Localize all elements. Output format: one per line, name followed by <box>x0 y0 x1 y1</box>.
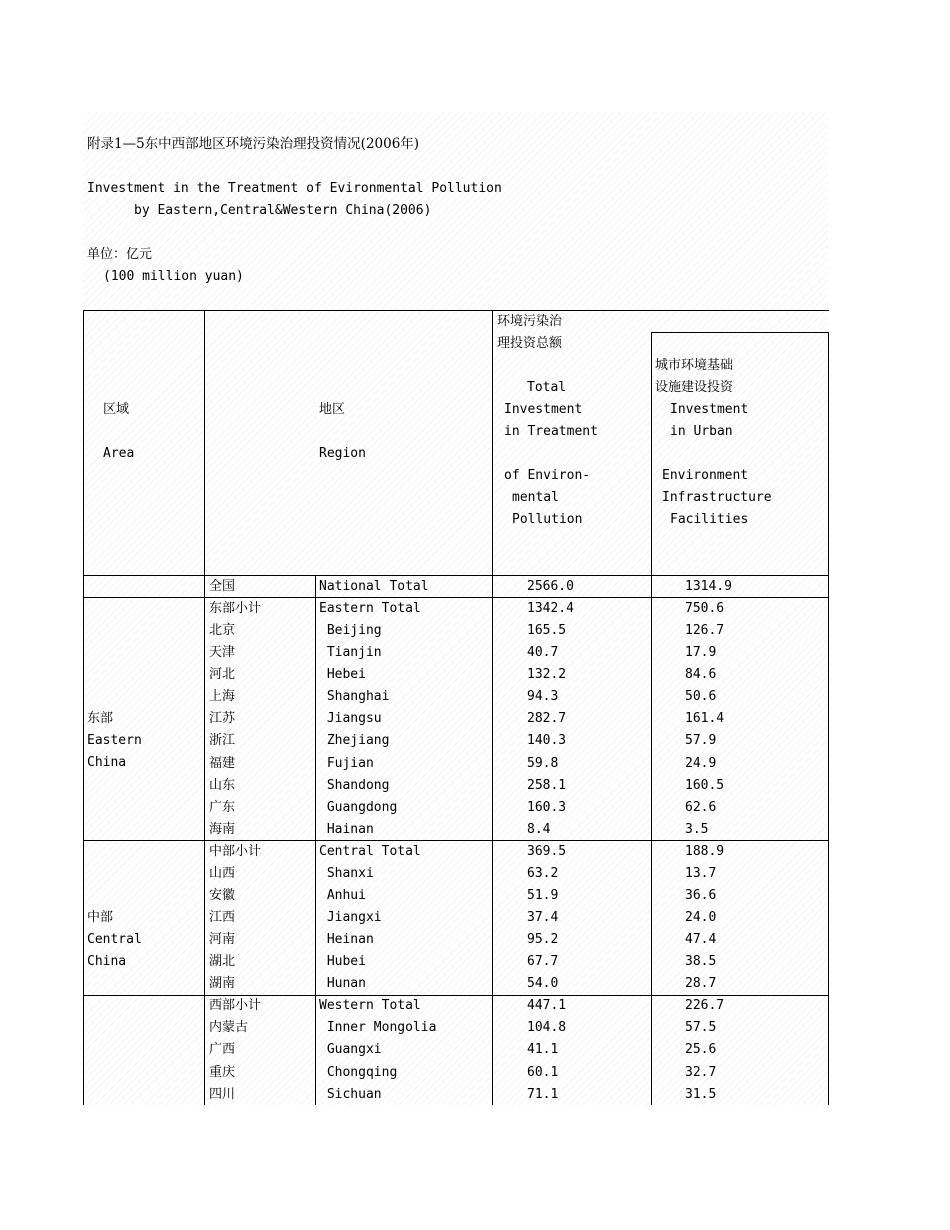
total-investment-cell: 54.0 <box>527 976 559 991</box>
region-en-cell: Jiangxi <box>319 910 382 925</box>
region-en-cell: Shanxi <box>319 866 374 881</box>
title-chinese: 附录1—5东中西部地区环境污染治理投资情况(2006年) <box>87 136 420 152</box>
table-row <box>0 753 950 775</box>
region-en-cell: National Total <box>319 579 429 594</box>
table-row <box>0 1062 950 1084</box>
region-cn-cell: 湖北 <box>209 954 236 969</box>
total-investment-cell: 140.3 <box>527 733 567 748</box>
table-row <box>0 708 950 730</box>
region-en-cell: Hebei <box>319 667 366 682</box>
region-cn-cell: 内蒙古 <box>209 1020 249 1035</box>
header-urban-en-2: in Urban <box>670 424 733 439</box>
urban-investment-cell: 226.7 <box>685 998 725 1013</box>
table-row <box>0 995 950 1017</box>
region-en-cell: Central Total <box>319 844 421 859</box>
total-investment-cell: 63.2 <box>527 866 559 881</box>
urban-header-top-border <box>651 332 829 333</box>
urban-investment-cell: 47.4 <box>685 932 717 947</box>
header-urban-en-1: Investment <box>670 402 749 417</box>
table-row <box>0 841 950 863</box>
header-total-en-5: mental <box>512 490 559 505</box>
region-cn-cell: 山东 <box>209 778 236 793</box>
total-investment-cell: 2566.0 <box>527 579 574 594</box>
header-urban-en-4: Infrastructure <box>662 490 772 505</box>
table-row <box>0 929 950 951</box>
header-total-en-4: of Environ- <box>504 468 591 483</box>
region-en-cell: Shandong <box>319 778 390 793</box>
urban-investment-cell: 24.9 <box>685 756 717 771</box>
table-row <box>0 1017 950 1039</box>
region-cn-cell: 河南 <box>209 932 236 947</box>
header-total-en-6: Pollution <box>512 512 583 527</box>
area-central-cn: 中部 <box>87 910 114 925</box>
region-cn-cell: 西部小计 <box>209 998 262 1013</box>
region-cn-cell: 安徽 <box>209 888 236 903</box>
urban-investment-cell: 188.9 <box>685 844 725 859</box>
table-row <box>0 598 950 620</box>
header-total-cn-2: 理投资总额 <box>497 336 563 351</box>
urban-investment-cell: 32.7 <box>685 1065 717 1080</box>
region-cn-cell: 广东 <box>209 800 236 815</box>
region-en-cell: Anhui <box>319 888 366 903</box>
region-en-cell: Western Total <box>319 998 421 1013</box>
header-urban-en-5: Facilities <box>670 512 749 527</box>
table-row <box>0 1084 950 1106</box>
area-central-en-2: China <box>87 954 127 969</box>
header-area-cn: 区域 <box>103 402 130 417</box>
region-cn-cell: 天津 <box>209 645 236 660</box>
urban-investment-cell: 62.6 <box>685 800 717 815</box>
urban-investment-cell: 13.7 <box>685 866 717 881</box>
unit-english: (100 million yuan) <box>103 269 244 284</box>
region-en-cell: Guangdong <box>319 800 398 815</box>
header-urban-cn-2: 设施建设投资 <box>655 380 734 395</box>
region-cn-cell: 河北 <box>209 667 236 682</box>
region-en-cell: Fujian <box>319 756 374 771</box>
urban-investment-cell: 57.9 <box>685 733 717 748</box>
total-investment-cell: 282.7 <box>527 711 567 726</box>
total-investment-cell: 59.8 <box>527 756 559 771</box>
region-cn-cell: 上海 <box>209 689 236 704</box>
total-investment-cell: 160.3 <box>527 800 567 815</box>
urban-investment-cell: 17.9 <box>685 645 717 660</box>
region-en-cell: Guangxi <box>319 1042 382 1057</box>
total-investment-cell: 41.1 <box>527 1042 559 1057</box>
region-cn-cell: 浙江 <box>209 733 236 748</box>
unit-chinese: 单位：亿元 <box>87 247 153 262</box>
region-en-cell: Inner Mongolia <box>319 1020 437 1035</box>
header-total-cn-1: 环境污染治 <box>497 314 563 329</box>
region-cn-cell: 全国 <box>209 579 236 594</box>
urban-investment-cell: 3.5 <box>685 822 709 837</box>
total-investment-cell: 95.2 <box>527 932 559 947</box>
header-area-en: Area <box>103 446 135 461</box>
table-row <box>0 885 950 907</box>
title-english-line-1: Investment in the Treatment of Evironmental Pollution <box>87 181 502 196</box>
total-investment-cell: 447.1 <box>527 998 567 1013</box>
total-investment-cell: 1342.4 <box>527 601 574 616</box>
region-en-cell: Sichuan <box>319 1087 382 1102</box>
urban-investment-cell: 126.7 <box>685 623 725 638</box>
total-investment-cell: 8.4 <box>527 822 551 837</box>
table-row <box>0 863 950 885</box>
urban-investment-cell: 50.6 <box>685 689 717 704</box>
total-investment-cell: 37.4 <box>527 910 559 925</box>
region-cn-cell: 广西 <box>209 1042 236 1057</box>
urban-investment-cell: 160.5 <box>685 778 725 793</box>
header-total-en-1: Total <box>527 380 567 395</box>
area-eastern-en-2: China <box>87 755 127 770</box>
table-row <box>0 686 950 708</box>
region-cn-cell: 中部小计 <box>209 844 262 859</box>
total-investment-cell: 165.5 <box>527 623 567 638</box>
urban-investment-cell: 24.0 <box>685 910 717 925</box>
region-cn-cell: 福建 <box>209 756 236 771</box>
region-cn-cell: 江西 <box>209 910 236 925</box>
urban-investment-cell: 750.6 <box>685 601 725 616</box>
area-eastern-en-1: Eastern <box>87 733 142 748</box>
total-investment-cell: 71.1 <box>527 1087 559 1102</box>
header-urban-cn-1: 城市环境基础 <box>655 358 734 373</box>
region-en-cell: Chongqing <box>319 1065 398 1080</box>
region-cn-cell: 北京 <box>209 623 236 638</box>
header-total-en-2: Investment <box>504 402 583 417</box>
region-cn-cell: 重庆 <box>209 1065 236 1080</box>
region-en-cell: Zhejiang <box>319 733 390 748</box>
table-row <box>0 1039 950 1061</box>
total-investment-cell: 40.7 <box>527 645 559 660</box>
region-en-cell: Heinan <box>319 932 374 947</box>
region-cn-cell: 山西 <box>209 866 236 881</box>
urban-investment-cell: 38.5 <box>685 954 717 969</box>
region-en-cell: Shanghai <box>319 689 390 704</box>
total-investment-cell: 258.1 <box>527 778 567 793</box>
urban-investment-cell: 1314.9 <box>685 579 732 594</box>
region-en-cell: Beijing <box>319 623 382 638</box>
table-row <box>0 642 950 664</box>
region-en-cell: Tianjin <box>319 645 382 660</box>
urban-investment-cell: 36.6 <box>685 888 717 903</box>
table-row <box>0 951 950 973</box>
region-en-cell: Hubei <box>319 954 366 969</box>
table-row <box>0 620 950 642</box>
region-cn-cell: 东部小计 <box>209 601 262 616</box>
total-investment-cell: 104.8 <box>527 1020 567 1035</box>
table-row <box>0 973 950 995</box>
total-investment-cell: 94.3 <box>527 689 559 704</box>
total-investment-cell: 67.7 <box>527 954 559 969</box>
table-row <box>0 819 950 841</box>
header-region-en: Region <box>319 446 366 461</box>
urban-investment-cell: 161.4 <box>685 711 725 726</box>
urban-investment-cell: 57.5 <box>685 1020 717 1035</box>
region-en-cell: Hunan <box>319 976 366 991</box>
total-investment-cell: 51.9 <box>527 888 559 903</box>
table-row <box>0 907 950 929</box>
urban-investment-cell: 84.6 <box>685 667 717 682</box>
region-en-cell: Eastern Total <box>319 601 421 616</box>
urban-investment-cell: 25.6 <box>685 1042 717 1057</box>
total-investment-cell: 132.2 <box>527 667 567 682</box>
area-eastern-cn: 东部 <box>87 711 114 726</box>
table-row <box>0 576 950 598</box>
table-row <box>0 797 950 819</box>
region-cn-cell: 江苏 <box>209 711 236 726</box>
table-top-border <box>83 310 829 311</box>
region-en-cell: Hainan <box>319 822 374 837</box>
table-row <box>0 730 950 752</box>
area-central-en-1: Central <box>87 932 142 947</box>
region-cn-cell: 四川 <box>209 1087 236 1102</box>
urban-investment-cell: 28.7 <box>685 976 717 991</box>
header-region-cn: 地区 <box>319 402 346 417</box>
region-en-cell: Jiangsu <box>319 711 382 726</box>
total-investment-cell: 60.1 <box>527 1065 559 1080</box>
header-urban-en-3: Environment <box>662 468 749 483</box>
table-row <box>0 664 950 686</box>
region-cn-cell: 海南 <box>209 822 236 837</box>
region-cn-cell: 湖南 <box>209 976 236 991</box>
urban-investment-cell: 31.5 <box>685 1087 717 1102</box>
title-english-line-2: by Eastern,Central&Western China(2006) <box>134 203 432 218</box>
header-total-en-3: in Treatment <box>504 424 598 439</box>
table-row <box>0 775 950 797</box>
total-investment-cell: 369.5 <box>527 844 567 859</box>
